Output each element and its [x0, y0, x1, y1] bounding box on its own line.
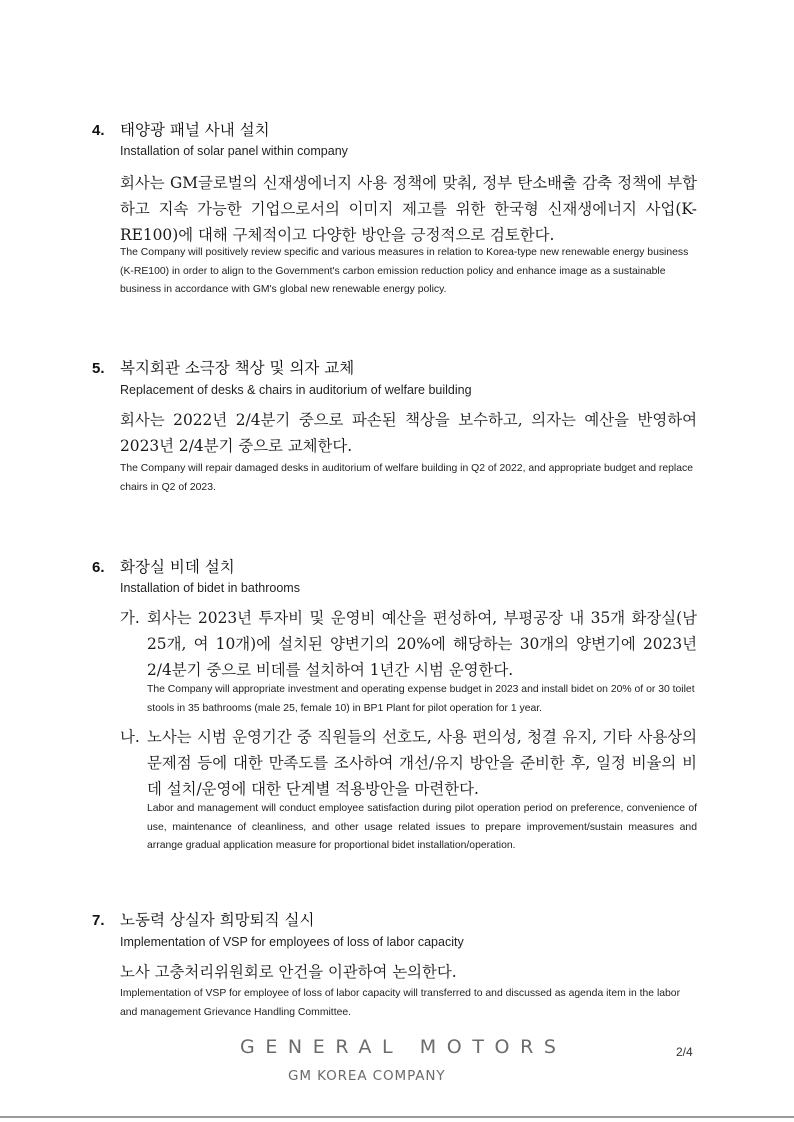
section-body-ko: 회사는 GM글로벌의 신재생에너지 사용 정책에 맞춰, 정부 탄소배출 감축 정책에 부합하고 지속 가능한 기업으로서의 이미지 제고를 위한 한국형 신재생에너지 사업(K-RE100)에 대해 구체적이고 다양한 방안을 긍정적으로 검토한다.: [120, 174, 697, 244]
section-body-ko: 회사는 2022년 2/4분기 중으로 파손된 책상을 보수하고, 의자는 예산을 반영하여 2023년 2/4분기 중으로 교체한다.: [120, 411, 697, 455]
section-number: 6.: [92, 559, 105, 576]
section-title-ko: 노동력 상실자 희망퇴직 실시: [120, 911, 315, 929]
section-number: 4.: [92, 122, 105, 139]
list-item-text-ko: 회사는 2023년 투자비 및 운영비 예산을 편성하여, 부평공장 내 35개 화장실(남 25개, 여 10개)에 설치된 양변기의 20%에 해당하는 30개의 양변기에 2023년 2/4분기 중으로 비데를 설치하여 1년간 시범 운영한다.: [147, 609, 697, 679]
list-marker: 가.: [120, 609, 140, 627]
section-5-heading: [92, 356, 354, 378]
list-item-text-en: Labor and management will conduct employee satisfaction during pilot operation period on preference, convenience of use, maintenance of cleanliness, and other usage related issues to prepare improvement/sustain measures and arrange gradual application measure for proportional bidet installation/operation.: [147, 803, 697, 852]
list-item-ko: [120, 724, 697, 802]
bottom-divider: [0, 1116, 794, 1118]
section-title-en: Installation of bidet in bathrooms: [120, 581, 300, 595]
section-number: 7.: [92, 912, 105, 929]
page-number: 2/4: [676, 1045, 693, 1059]
section-7-heading: [92, 908, 314, 930]
section-4-heading: [92, 118, 270, 140]
section-6-heading: [92, 555, 235, 577]
section-body-en: Implementation of VSP for employee of loss of labor capacity will transferred to and discussed as agenda item in the labor and management Grievance Handling Committee.: [120, 988, 681, 1018]
section-title-en: Implementation of VSP for employees of loss of labor capacity: [120, 935, 464, 949]
section-number: 5.: [92, 360, 105, 377]
company-logo-subtitle: GM KOREA COMPANY: [288, 1068, 446, 1084]
section-title-en: Replacement of desks & chairs in auditorium of welfare building: [120, 383, 472, 397]
section-body-en: The Company will positively review specific and various measures in relation to Korea-type new renewable energy business (K-RE100) in order to align to the Government's carbon emission reduction policy and enhance image as a sustainable business in accordance with GM's global new renewable energy policy.: [120, 247, 689, 296]
section-body-en: The Company will repair damaged desks in auditorium of welfare building in Q2 of 2022, and appropriate budget and replace chairs in Q2 of 2023.: [120, 463, 693, 493]
section-title-ko: 복지회관 소극장 책상 및 의자 교체: [120, 359, 355, 377]
list-item-text-ko: 노사는 시범 운영기간 중 직원들의 선호도, 사용 편의성, 청결 유지, 기타 사용상의 문제점 등에 대한 만족도를 조사하여 개선/유지 방안을 준비한 후, 일정 비율의 비데 설치/운영에 대한 단계별 적용방안을 마련한다.: [147, 728, 697, 798]
list-item-text-en: The Company will appropriate investment and operating expense budget in 2023 and install bidet on 20% of or 30 toilet stools in 35 bathrooms (male 25, female 10) in BP1 Plant for pilot operation for 1 year.: [147, 684, 695, 714]
section-title-en: Installation of solar panel within company: [120, 144, 348, 158]
section-body-ko: 노사 고충처리위원회로 안건을 이관하여 논의한다.: [120, 963, 457, 981]
company-logo-wordmark: GENERAL MOTORS: [240, 1036, 567, 1058]
list-item-ko: [120, 605, 697, 683]
section-title-ko: 화장실 비데 설치: [120, 558, 235, 576]
list-marker: 나.: [120, 728, 140, 746]
section-title-ko: 태양광 패널 사내 설치: [120, 121, 270, 139]
